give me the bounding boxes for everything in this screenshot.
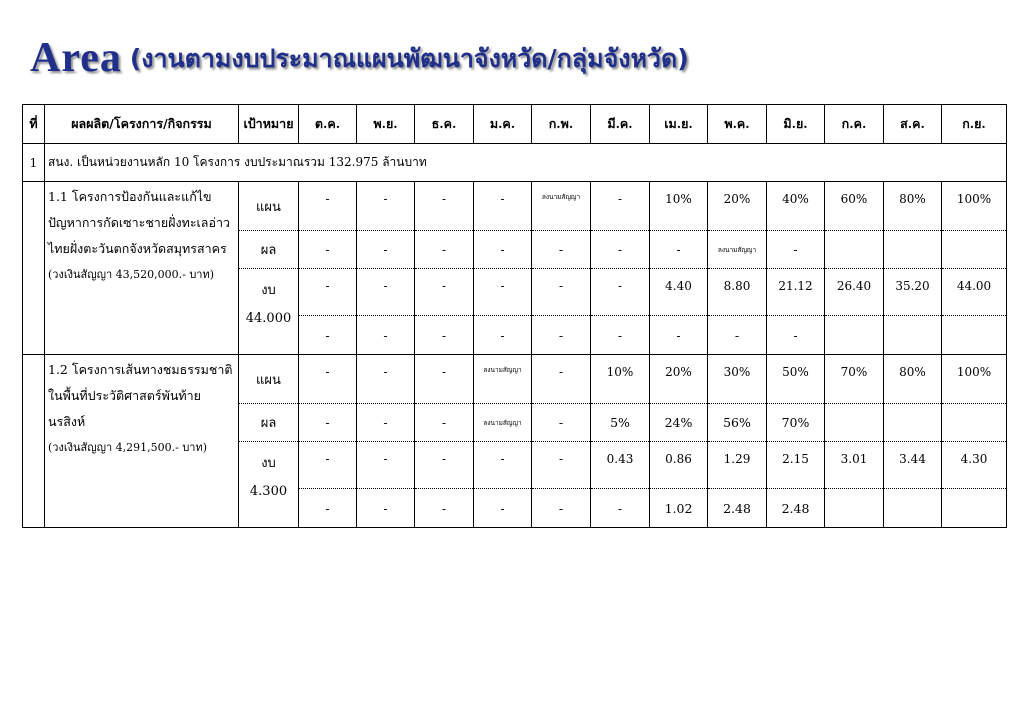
month-cell [942,404,1007,442]
month-cell: 50% [767,355,825,404]
month-cell: 20% [650,355,708,404]
month-cell [942,489,1007,528]
month-cell: 5% [591,404,650,442]
month-cell [825,231,884,269]
month-cell: - [299,442,357,489]
project-name: 1.1 โครงการป้องกันและแก้ไขปัญหาการกัดเซาะชายฝั่งทะเลอ่าวไทยฝั่งตะวันตกจังหวัดสมุทรสาคร [48,189,231,256]
month-cell: - [357,442,415,489]
budget-label: งบ [261,456,276,471]
month-cell: - [591,316,650,355]
month-cell: - [299,355,357,404]
month-cell: - [532,489,591,528]
month-cell: 4.30 [942,442,1007,489]
month-cell: 10% [591,355,650,404]
projects-body [23,182,1007,528]
project-description [45,355,239,528]
section-row [23,144,1007,182]
page-title [30,34,689,83]
header-month: ก.พ. [532,105,591,144]
project-no-cell [23,182,45,355]
month-cell: - [357,182,415,231]
header-month: มี.ค. [591,105,650,144]
month-cell: - [415,442,474,489]
month-cell: 20% [708,182,767,231]
month-cell: - [474,316,532,355]
month-cell: - [357,316,415,355]
month-cell: 100% [942,355,1007,404]
month-cell: 3.01 [825,442,884,489]
month-cell: 80% [884,182,942,231]
month-cell: - [415,489,474,528]
month-cell: 4.40 [650,269,708,316]
month-cell: - [415,355,474,404]
month-cell [825,489,884,528]
month-cell: - [299,404,357,442]
header-month: มิ.ย. [767,105,825,144]
month-cell: - [474,489,532,528]
month-cell: - [299,316,357,355]
target-result-label: ผล [239,404,299,442]
month-cell: - [591,231,650,269]
month-cell: - [532,316,591,355]
target-plan-label: แผน [239,355,299,404]
month-cell: 100% [942,182,1007,231]
month-cell [884,316,942,355]
month-cell: 35.20 [884,269,942,316]
month-cell: 3.44 [884,442,942,489]
budget-value: 4.300 [249,484,288,499]
month-cell: ลงนามสัญญา [532,182,591,231]
header-target: เป้าหมาย [239,105,299,144]
month-cell: - [532,355,591,404]
month-cell: - [591,182,650,231]
month-cell: - [415,231,474,269]
month-cell: 44.00 [942,269,1007,316]
month-cell: - [474,269,532,316]
month-cell: - [474,442,532,489]
header-month: พ.ย. [357,105,415,144]
month-cell: ลงนามสัญญา [708,231,767,269]
month-cell: - [299,231,357,269]
title-main: Area [30,35,122,81]
month-cell: 21.12 [767,269,825,316]
month-cell: 2.48 [708,489,767,528]
month-cell: - [299,182,357,231]
month-cell: 2.48 [767,489,825,528]
month-cell: - [591,269,650,316]
month-cell: - [357,269,415,316]
month-cell: 70% [767,404,825,442]
month-cell: - [650,316,708,355]
month-cell: ลงนามสัญญา [474,404,532,442]
month-cell: - [357,355,415,404]
month-cell: 60% [825,182,884,231]
month-cell: - [532,404,591,442]
month-cell: 0.86 [650,442,708,489]
month-cell: - [474,182,532,231]
month-cell: 70% [825,355,884,404]
month-cell [884,489,942,528]
month-cell [942,231,1007,269]
month-cell: - [591,489,650,528]
budget-label: งบ [261,283,276,298]
month-cell: - [474,231,532,269]
month-cell: - [708,316,767,355]
month-cell: 0.43 [591,442,650,489]
header-month: ธ.ค. [415,105,474,144]
month-cell: - [357,231,415,269]
header-month: ต.ค. [299,105,357,144]
project-description [45,182,239,355]
target-budget-cell [239,442,299,528]
month-cell: 40% [767,182,825,231]
project-contract: (วงเงินสัญญา 4,291,500.- บาท) [48,441,208,454]
month-cell: 2.15 [767,442,825,489]
month-cell: - [415,269,474,316]
budget-value: 44.000 [245,311,292,326]
month-cell: 26.40 [825,269,884,316]
month-cell [884,404,942,442]
project-row-plan [23,355,1007,404]
month-cell [825,316,884,355]
section-summary: สนง. เป็นหน่วยงานหลัก 10 โครงการ งบประมาณรวม 132.975 ล้านบาท [45,144,1007,182]
month-cell: 10% [650,182,708,231]
month-cell: 8.80 [708,269,767,316]
month-cell: - [532,269,591,316]
project-contract: (วงเงินสัญญา 43,520,000.- บาท) [48,268,215,281]
header-month: ม.ค. [474,105,532,144]
project-plan-table [22,104,1007,528]
month-cell: - [415,316,474,355]
month-cell: - [415,182,474,231]
month-cell: - [357,489,415,528]
header-month: พ.ค. [708,105,767,144]
month-cell: - [299,489,357,528]
month-cell: - [532,442,591,489]
month-cell: ลงนามสัญญา [474,355,532,404]
project-row-plan [23,182,1007,231]
project-name: 1.2 โครงการเส้นทางชมธรรมชาติในพื้นที่ประวัติศาสตร์พันท้ายนรสิงห์ [48,362,233,429]
month-cell [884,231,942,269]
month-cell: 1.02 [650,489,708,528]
month-cell: 1.29 [708,442,767,489]
header-no: ที่ [23,105,45,144]
project-no-cell [23,355,45,528]
header-row [23,105,1007,144]
header-month: เม.ย. [650,105,708,144]
month-cell: 56% [708,404,767,442]
header-month: ส.ค. [884,105,942,144]
month-cell [825,404,884,442]
month-cell [942,316,1007,355]
header-output: ผลผลิต/โครงการ/กิจกรรม [45,105,239,144]
month-cell: 80% [884,355,942,404]
month-cell: - [532,231,591,269]
header-month: ก.ค. [825,105,884,144]
target-result-label: ผล [239,231,299,269]
month-cell: - [357,404,415,442]
month-cell: 30% [708,355,767,404]
month-cell: - [650,231,708,269]
target-budget-cell [239,269,299,355]
target-plan-label: แผน [239,182,299,231]
title-sub: (งานตามงบประมาณแผนพัฒนาจังหวัด/กลุ่มจังหวัด) [129,44,689,73]
month-cell: - [767,231,825,269]
section-no: 1 [23,144,45,182]
month-cell: - [767,316,825,355]
month-cell: - [299,269,357,316]
month-cell: - [415,404,474,442]
month-cell: 24% [650,404,708,442]
header-month: ก.ย. [942,105,1007,144]
